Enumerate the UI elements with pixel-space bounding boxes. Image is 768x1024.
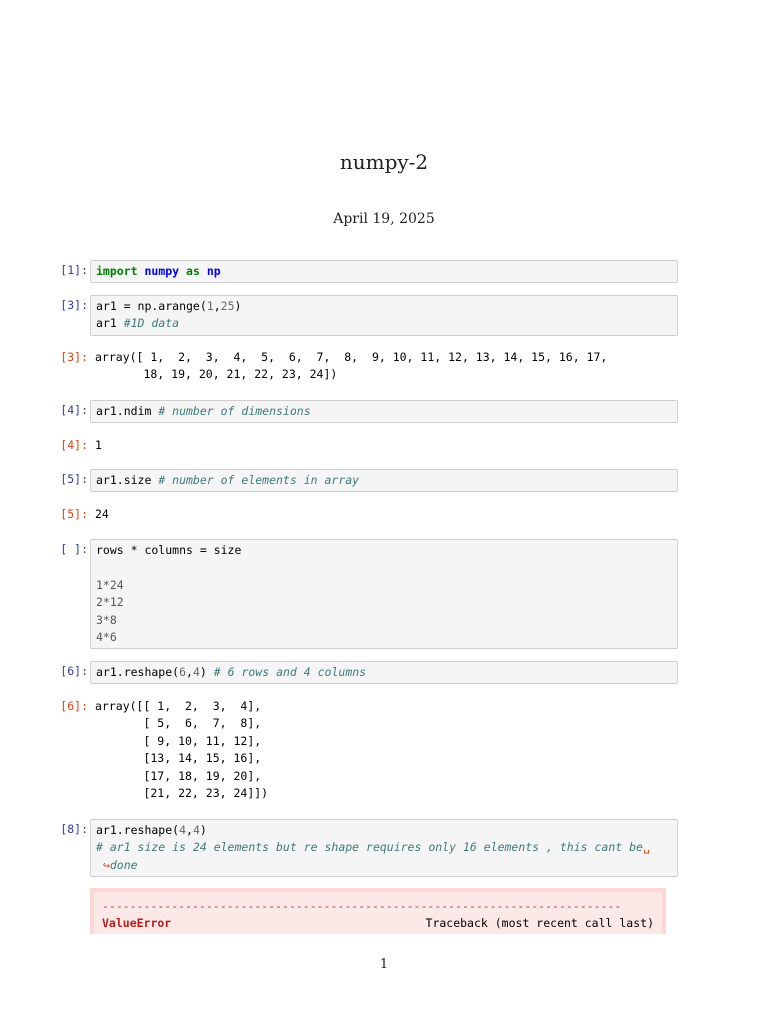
code-comment: # number of elements in array — [158, 473, 360, 487]
number-literal: 25 — [220, 299, 235, 313]
cell-6-prompt: [6]: — [60, 664, 88, 678]
code-text: ) — [199, 665, 214, 679]
code-comment: done — [109, 857, 138, 872]
output-line: array([[ 1, 2, 3, 4], — [95, 699, 262, 713]
module-name: numpy — [144, 264, 180, 278]
output-line: array([ 1, 2, 3, 4, 5, 6, 7, 8, 9, 10, 11, 12, 13, 14, 15, 16, 17, — [95, 350, 608, 364]
cell-1-input[interactable] — [90, 260, 678, 283]
document-title: numpy-2 — [339, 150, 429, 174]
code-text: ar1.reshape( — [96, 665, 180, 679]
keyword-as: as — [186, 264, 200, 278]
cell-6-input[interactable] — [90, 661, 678, 684]
cell-3-output-prompt: [4]: — [60, 438, 88, 452]
keyword-import: import — [96, 264, 138, 278]
output-line: [13, 14, 15, 16], — [95, 751, 262, 766]
cell-4-output: 24 — [95, 507, 109, 521]
cell-7-prompt: [8]: — [60, 822, 88, 836]
error-name: ValueError — [102, 916, 172, 931]
cell-2-prompt: [3]: — [60, 298, 88, 312]
code-text: ar1.ndim — [96, 404, 159, 418]
code-comment: #1D data — [123, 316, 180, 331]
error-header-row — [102, 915, 654, 932]
code-comment: # 6 rows and 4 columns — [213, 665, 367, 679]
cell-2-input[interactable] — [90, 295, 678, 336]
code-text: 2*12 — [96, 595, 124, 610]
code-text: ar1 — [96, 316, 124, 331]
cell-5-prompt: [ ]: — [60, 542, 88, 556]
number-literal: 6 — [179, 665, 187, 679]
cell-4-output-prompt: [5]: — [60, 507, 88, 521]
number-literal: 4 — [192, 823, 200, 837]
code-text: 1*24 — [96, 577, 124, 592]
code-comment: # number of dimensions — [158, 404, 311, 418]
cell-1-prompt: [1]: — [60, 263, 88, 277]
cell-3-prompt: [4]: — [60, 403, 88, 417]
code-text: 4*6 — [96, 630, 117, 645]
code-text: , — [213, 299, 221, 313]
code-text: ) — [234, 299, 242, 313]
code-comment: # ar1 size is 24 elements but re shape requires only 16 elements , this cant be — [96, 840, 643, 855]
cell-2-output — [95, 349, 607, 384]
cell-3-output: 1 — [95, 438, 102, 452]
code-text: , — [186, 823, 193, 837]
number-literal: 4 — [192, 665, 200, 679]
output-line: [17, 18, 19, 20], — [95, 768, 262, 783]
output-line: [21, 22, 23, 24]]) — [95, 786, 269, 801]
cell-5-input[interactable] — [90, 539, 678, 649]
cell-4-prompt: [5]: — [60, 472, 88, 486]
error-separator: --------------------------------------------------------------------------- — [102, 899, 622, 913]
code-text: 3*8 — [96, 612, 117, 627]
output-line: [ 5, 6, 7, 8], — [95, 716, 262, 731]
output-line: 18, 19, 20, 21, 22, 23, 24]) — [95, 367, 338, 382]
code-text: ar1 = np.arange( — [96, 299, 207, 313]
code-text: rows * columns = size — [96, 543, 242, 557]
cell-2-output-prompt: [3]: — [60, 350, 88, 364]
cell-3-input[interactable] — [90, 400, 678, 423]
code-text: ) — [199, 823, 207, 837]
code-text: ar1.size — [96, 473, 159, 487]
number-literal: 1 — [206, 299, 214, 313]
module-alias: np — [206, 264, 221, 278]
error-output-box — [90, 888, 666, 934]
code-text: ar1.reshape( — [96, 823, 180, 837]
number-literal: 4 — [179, 823, 187, 837]
cell-6-output — [95, 698, 268, 802]
error-traceback-label: Traceback (most recent call last) — [425, 916, 654, 931]
line-continuation-icon: ↪ — [102, 857, 110, 872]
code-text: , — [186, 665, 193, 679]
document-date: April 19, 2025 — [333, 211, 435, 227]
cell-4-input[interactable] — [90, 469, 678, 492]
line-wrap-marker: ␣ — [642, 840, 650, 855]
output-line: [ 9, 10, 11, 12], — [95, 733, 262, 748]
page-number: 1 — [379, 957, 389, 972]
cell-7-input[interactable] — [90, 819, 678, 877]
cell-6-output-prompt: [6]: — [60, 699, 88, 713]
